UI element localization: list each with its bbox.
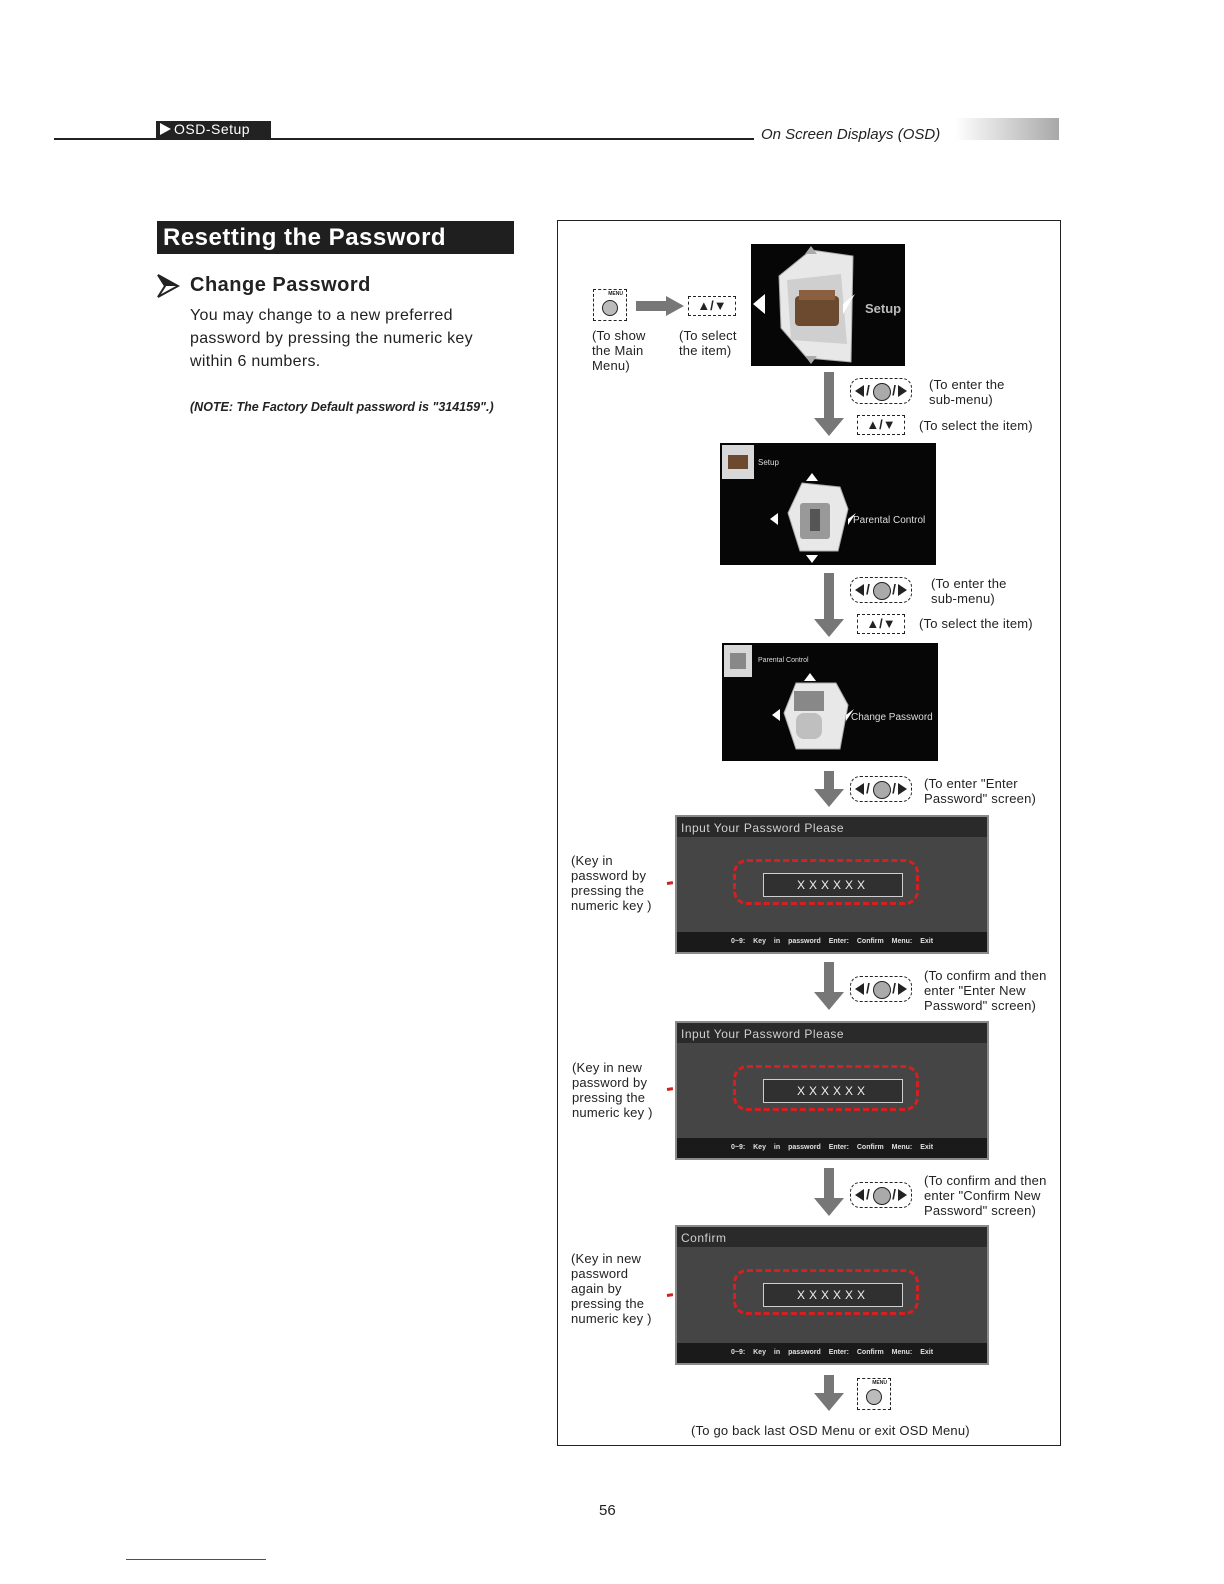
down-arrow-icon	[814, 1168, 844, 1218]
down-arrow-icon	[814, 771, 844, 809]
down-arrow-icon	[814, 372, 844, 438]
right-arrow-icon	[636, 296, 684, 316]
menu-key-label: MENU	[872, 1380, 887, 1386]
caption-key-in-new-password: (Key in new password by pressing the numeric key )	[572, 1060, 653, 1120]
dialog-title: Confirm	[681, 1231, 727, 1245]
dialog-key-hints: 0~9: Key in password Enter: Confirm Menu: Exit	[677, 932, 987, 952]
password-entry-field[interactable]: XXXXXX	[763, 1079, 903, 1103]
osd-parental-control-screenshot	[722, 643, 938, 761]
parental-lock-cube-icon	[720, 443, 936, 565]
menu-key-label: MENU	[608, 291, 623, 297]
down-arrow-icon	[814, 962, 844, 1012]
main-menu-label: Setup	[865, 301, 902, 316]
default-password-note: (NOTE: The Factory Default password is "314159".)	[190, 400, 494, 414]
up-down-key-icon: ▲/▼	[857, 614, 905, 634]
caption-select-item: (To select the item)	[679, 328, 737, 358]
caption-select-item: (To select the item)	[919, 418, 1033, 433]
enter-key-icon: / /	[850, 976, 912, 1002]
parental-corner-label: Parental Control	[758, 657, 809, 664]
arrowhead-bullet-icon	[156, 273, 180, 299]
confirm-password-dialog	[675, 1225, 989, 1365]
subsection-title: Change Password	[190, 274, 371, 296]
osd-setup-screenshot	[720, 443, 936, 565]
header-gradient-block	[955, 118, 1059, 140]
caption-enter-password-screen: (To enter "Enter Password" screen)	[924, 776, 1037, 806]
password-entry-field[interactable]: XXXXXX	[763, 873, 903, 897]
section-title: Resetting the Password	[157, 221, 514, 254]
menu-key-icon	[593, 289, 627, 321]
header-rule	[54, 138, 754, 140]
password-entry-field[interactable]: XXXXXX	[763, 1283, 903, 1307]
up-down-key-icon: ▲/▼	[857, 415, 905, 435]
setup-corner-label: Setup	[758, 458, 779, 467]
enter-password-dialog	[675, 815, 989, 954]
down-arrow-icon	[814, 1375, 844, 1413]
enter-key-icon: / /	[850, 1182, 912, 1208]
section-tab-label: OSD-Setup	[174, 121, 251, 137]
caption-show-main-menu: (To show the Main Menu)	[592, 328, 646, 373]
enter-key-icon: / /	[850, 577, 912, 603]
body-paragraph: You may change to a new preferred password by pressing the numeric key within 6 numbers.	[190, 307, 473, 370]
section-tab	[156, 121, 271, 138]
parental-control-label: Parental Control	[853, 515, 926, 526]
dialog-key-hints: 0~9: Key in password Enter: Confirm Menu: Exit	[677, 1343, 987, 1363]
change-password-cube-icon	[722, 643, 938, 761]
caption-confirm-enter-new: (To confirm and then enter "Enter New Password" screen)	[924, 968, 1047, 1013]
chapter-title: On Screen Displays (OSD)	[761, 126, 941, 143]
caption-key-in-again: (Key in new password again by pressing the numeric key )	[571, 1251, 652, 1326]
dialog-title: Input Your Password Please	[681, 1027, 845, 1041]
up-down-key-icon: ▲/▼	[688, 296, 736, 316]
enter-key-icon: / /	[850, 776, 912, 802]
caption-select-item: (To select the item)	[919, 616, 1033, 631]
enter-key-icon: / /	[850, 378, 912, 404]
down-arrow-icon	[814, 573, 844, 639]
caption-enter-submenu: (To enter the sub-menu)	[931, 576, 1007, 606]
enter-new-password-dialog	[675, 1021, 989, 1160]
play-triangle-icon	[160, 123, 171, 135]
caption-confirm-enter-confirm: (To confirm and then enter "Confirm New Password" screen)	[924, 1173, 1047, 1218]
menu-key-icon	[857, 1378, 891, 1410]
osd-main-menu-screenshot	[751, 244, 905, 366]
page-number: 56	[599, 1502, 616, 1519]
change-password-label: Change Password	[851, 712, 933, 723]
dialog-title: Input Your Password Please	[681, 821, 845, 835]
caption-key-in-password: (Key in password by pressing the numeric key )	[571, 853, 652, 913]
footer-rule	[126, 1559, 266, 1560]
dialog-key-hints: 0~9: Key in password Enter: Confirm Menu: Exit	[677, 1138, 987, 1158]
caption-enter-submenu: (To enter the sub-menu)	[929, 377, 1005, 407]
caption-exit-osd: (To go back last OSD Menu or exit OSD Menu)	[691, 1423, 970, 1438]
